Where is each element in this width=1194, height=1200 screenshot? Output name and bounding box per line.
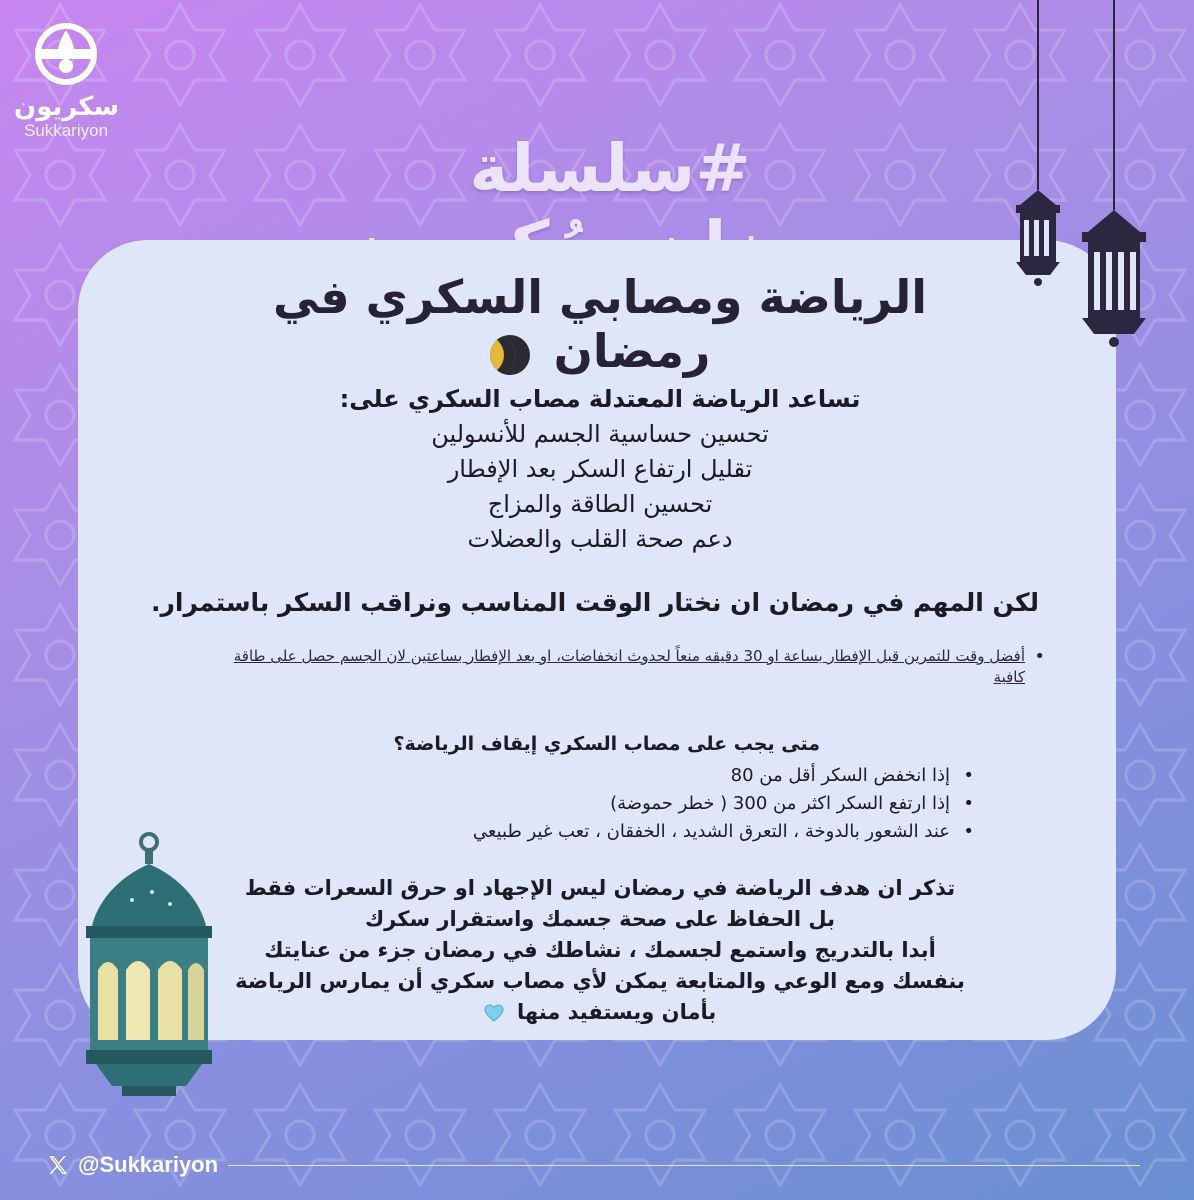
brand-name-ar: سكريون <box>14 92 120 122</box>
closing-line: تذكر ان هدف الرياضة في رمضان ليس الإجهاد او حرق السعرات فقط <box>244 876 956 900</box>
stop-item: • عند الشعور بالدوخة ، التعرق الشديد ، الخفقان ، تعب غير طبيعي <box>350 818 980 846</box>
teal-lantern <box>82 830 217 1100</box>
important-note: لكن المهم في رمضان ان نختار الوقت المناسب ونراقب السكر باستمرار. <box>150 588 1039 617</box>
footer-divider <box>228 1165 1140 1166</box>
card-title-text: الرياضة ومصابي السكري في رمضان <box>272 270 928 378</box>
social-footer[interactable] <box>46 1152 218 1178</box>
timing-tip: • أفضل وقت للتمرين قبل الإفطار بساعة او 30 دقيقه منعاً لحدوث انخفاضات، او بعد الإفطار بساعتين لان الجسم حصل على طاقة كافية <box>225 646 1045 688</box>
hanging-lantern <box>1010 0 1155 360</box>
closing-line: بل الحفاظ على صحة جسمك واستقرار سكرك <box>364 907 836 931</box>
social-handle[interactable]: @Sukkariyon <box>78 1152 219 1177</box>
stop-list <box>350 762 980 846</box>
logo-mark <box>34 22 98 86</box>
benefit-item: تحسين حساسية الجسم للأنسولين <box>431 420 769 448</box>
stop-item: • إذا ارتفع السكر اكثر من 300 ( خطر حموضة) <box>350 790 980 818</box>
stop-heading: متى يجب على مصاب السكري إيقاف الرياضة؟ <box>393 733 820 755</box>
brand-logo <box>14 22 118 140</box>
stop-item: • إذا انخفض السكر أقل من 80 <box>350 762 980 790</box>
closing-message <box>160 873 1040 1028</box>
benefit-item: تحسين الطاقة والمزاج <box>487 490 713 518</box>
blue-heart-icon <box>484 1004 504 1022</box>
crescent-moon-icon <box>490 335 530 375</box>
benefit-item: دعم صحة القلب والعضلات <box>467 525 733 553</box>
closing-line: بنفسك ومع الوعي والمتابعة يمكن لأي مصاب سكري أن يمارس الرياضة <box>235 969 965 993</box>
benefit-item: تقليل ارتفاع السكر بعد الإفطار <box>447 455 753 483</box>
closing-line: أبدا بالتدريج واستمع لجسمك ، نشاطك في رمضان جزء من عنايتك <box>264 938 936 962</box>
benefits-section <box>260 382 940 557</box>
x-logo-icon <box>46 1153 70 1177</box>
brand-name-en: Sukkariyon <box>23 121 109 140</box>
card-title <box>200 270 1000 378</box>
benefits-heading: تساعد الرياضة المعتدلة مصاب السكري على: <box>339 385 861 413</box>
closing-line: بأمان ويستفيد منها <box>517 1000 717 1024</box>
closing-line-last <box>160 997 1040 1028</box>
hashtag-title: #سلسلة <box>469 130 751 207</box>
